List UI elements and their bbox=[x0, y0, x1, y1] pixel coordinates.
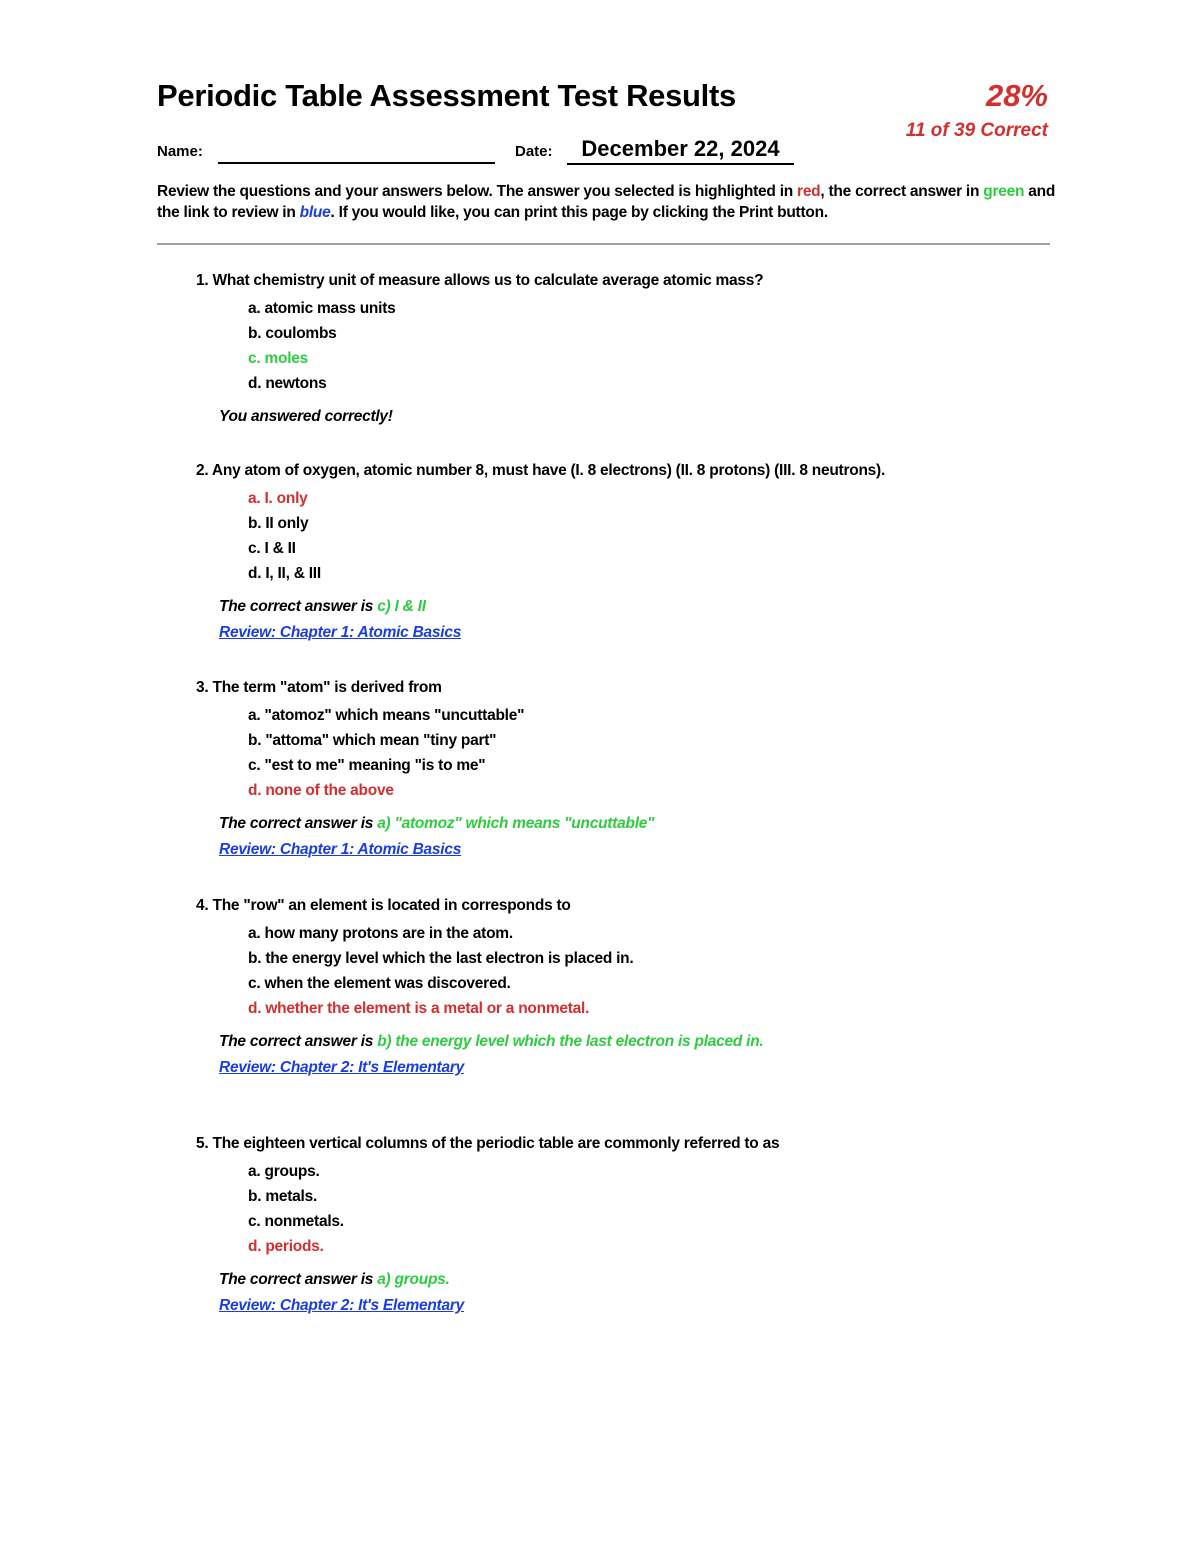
feedback bbox=[219, 1031, 779, 1052]
question-text: 4. The "row" an element is located in corresponds to bbox=[196, 897, 571, 914]
question-text: 3. The term "atom" is derived from bbox=[196, 679, 442, 696]
correct-answer: a) groups. bbox=[377, 1271, 450, 1288]
choice-d-selected: d. whether the element is a metal or a nonmetal. bbox=[248, 1000, 590, 1017]
choice-list bbox=[248, 486, 1076, 586]
score-percent: 28% bbox=[985, 78, 1048, 113]
choice-d-selected: d. none of the above bbox=[248, 782, 394, 799]
choice-d: d. I, II, & III bbox=[248, 565, 321, 582]
review-link[interactable]: Review: Chapter 1: Atomic Basics bbox=[219, 841, 462, 858]
date-value: December 22, 2024 bbox=[567, 135, 794, 165]
choice-list bbox=[248, 1159, 1076, 1259]
intro-part: Review the questions and your answers below. The answer you selected is highlighted in bbox=[157, 183, 798, 200]
choice-a: a. atomic mass units bbox=[248, 300, 396, 317]
feedback bbox=[219, 596, 779, 617]
intro-part: and the link to review in bbox=[157, 183, 1056, 221]
choice-b: b. "attoma" which mean "tiny part" bbox=[248, 732, 497, 749]
divider bbox=[157, 243, 1050, 245]
question-text: 5. The eighteen vertical columns of the periodic table are commonly referred to as bbox=[196, 1135, 780, 1152]
choice-b: b. II only bbox=[248, 515, 309, 532]
question-text: 2. Any atom of oxygen, atomic number 8, must have (I. 8 electrons) (II. 8 protons) (III. 8 neutrons). bbox=[196, 462, 886, 479]
feedback-prefix: The correct answer is bbox=[219, 598, 378, 615]
intro-red-word: red bbox=[797, 183, 821, 200]
correct-answer: a) "atomoz" which means "uncuttable" bbox=[377, 815, 655, 832]
feedback-correct: You answered correctly! bbox=[219, 408, 393, 425]
choice-c: c. nonmetals. bbox=[248, 1213, 344, 1230]
choice-d-selected: d. periods. bbox=[248, 1238, 324, 1255]
review-link[interactable]: Review: Chapter 2: It's Elementary bbox=[219, 1059, 464, 1076]
choice-b: b. coulombs bbox=[248, 325, 337, 342]
choice-c: c. when the element was discovered. bbox=[248, 975, 511, 992]
name-label: Name: bbox=[157, 143, 203, 160]
choice-list bbox=[248, 703, 1076, 803]
review-link[interactable]: Review: Chapter 1: Atomic Basics bbox=[219, 624, 462, 641]
intro-blue-word: blue bbox=[299, 204, 331, 221]
choice-a: a. "atomoz" which means "uncuttable" bbox=[248, 707, 525, 724]
choice-d: d. newtons bbox=[248, 375, 327, 392]
intro-part: , the correct answer in bbox=[820, 183, 984, 200]
name-field-line bbox=[218, 162, 495, 164]
question-text: 1. What chemistry unit of measure allows us to calculate average atomic mass? bbox=[196, 272, 764, 289]
intro-text bbox=[157, 181, 1057, 223]
choice-a: a. groups. bbox=[248, 1163, 320, 1180]
feedback-prefix: The correct answer is bbox=[219, 1271, 378, 1288]
score-summary: 11 of 39 Correct bbox=[905, 120, 1048, 141]
question-5 bbox=[196, 1134, 1076, 1316]
choice-list bbox=[248, 921, 1076, 1021]
choice-list bbox=[248, 296, 1076, 396]
choice-c: c. I & II bbox=[248, 540, 296, 557]
review-link[interactable]: Review: Chapter 2: It's Elementary bbox=[219, 1297, 464, 1314]
choice-c-correct: c. moles bbox=[248, 350, 309, 367]
question-1 bbox=[196, 271, 1076, 427]
choice-a-selected: a. I. only bbox=[248, 490, 308, 507]
intro-part: . If you would like, you can print this page by clicking the Print button. bbox=[330, 204, 828, 221]
question-3 bbox=[196, 678, 1076, 860]
feedback bbox=[219, 1269, 779, 1290]
choice-b: b. metals. bbox=[248, 1188, 317, 1205]
question-2 bbox=[196, 461, 1076, 643]
choice-c: c. "est to me" meaning "is to me" bbox=[248, 757, 486, 774]
feedback bbox=[219, 813, 779, 834]
date-label: Date: bbox=[515, 143, 553, 160]
feedback-prefix: The correct answer is bbox=[219, 815, 378, 832]
choice-a: a. how many protons are in the atom. bbox=[248, 925, 513, 942]
intro-green-word: green bbox=[983, 183, 1025, 200]
choice-b: b. the energy level which the last electron is placed in. bbox=[248, 950, 634, 967]
question-4 bbox=[196, 896, 1076, 1078]
correct-answer: c) I & II bbox=[377, 598, 426, 615]
correct-answer: b) the energy level which the last electron is placed in. bbox=[377, 1033, 764, 1050]
feedback-prefix: The correct answer is bbox=[219, 1033, 378, 1050]
page-title: Periodic Table Assessment Test Results bbox=[157, 78, 736, 113]
